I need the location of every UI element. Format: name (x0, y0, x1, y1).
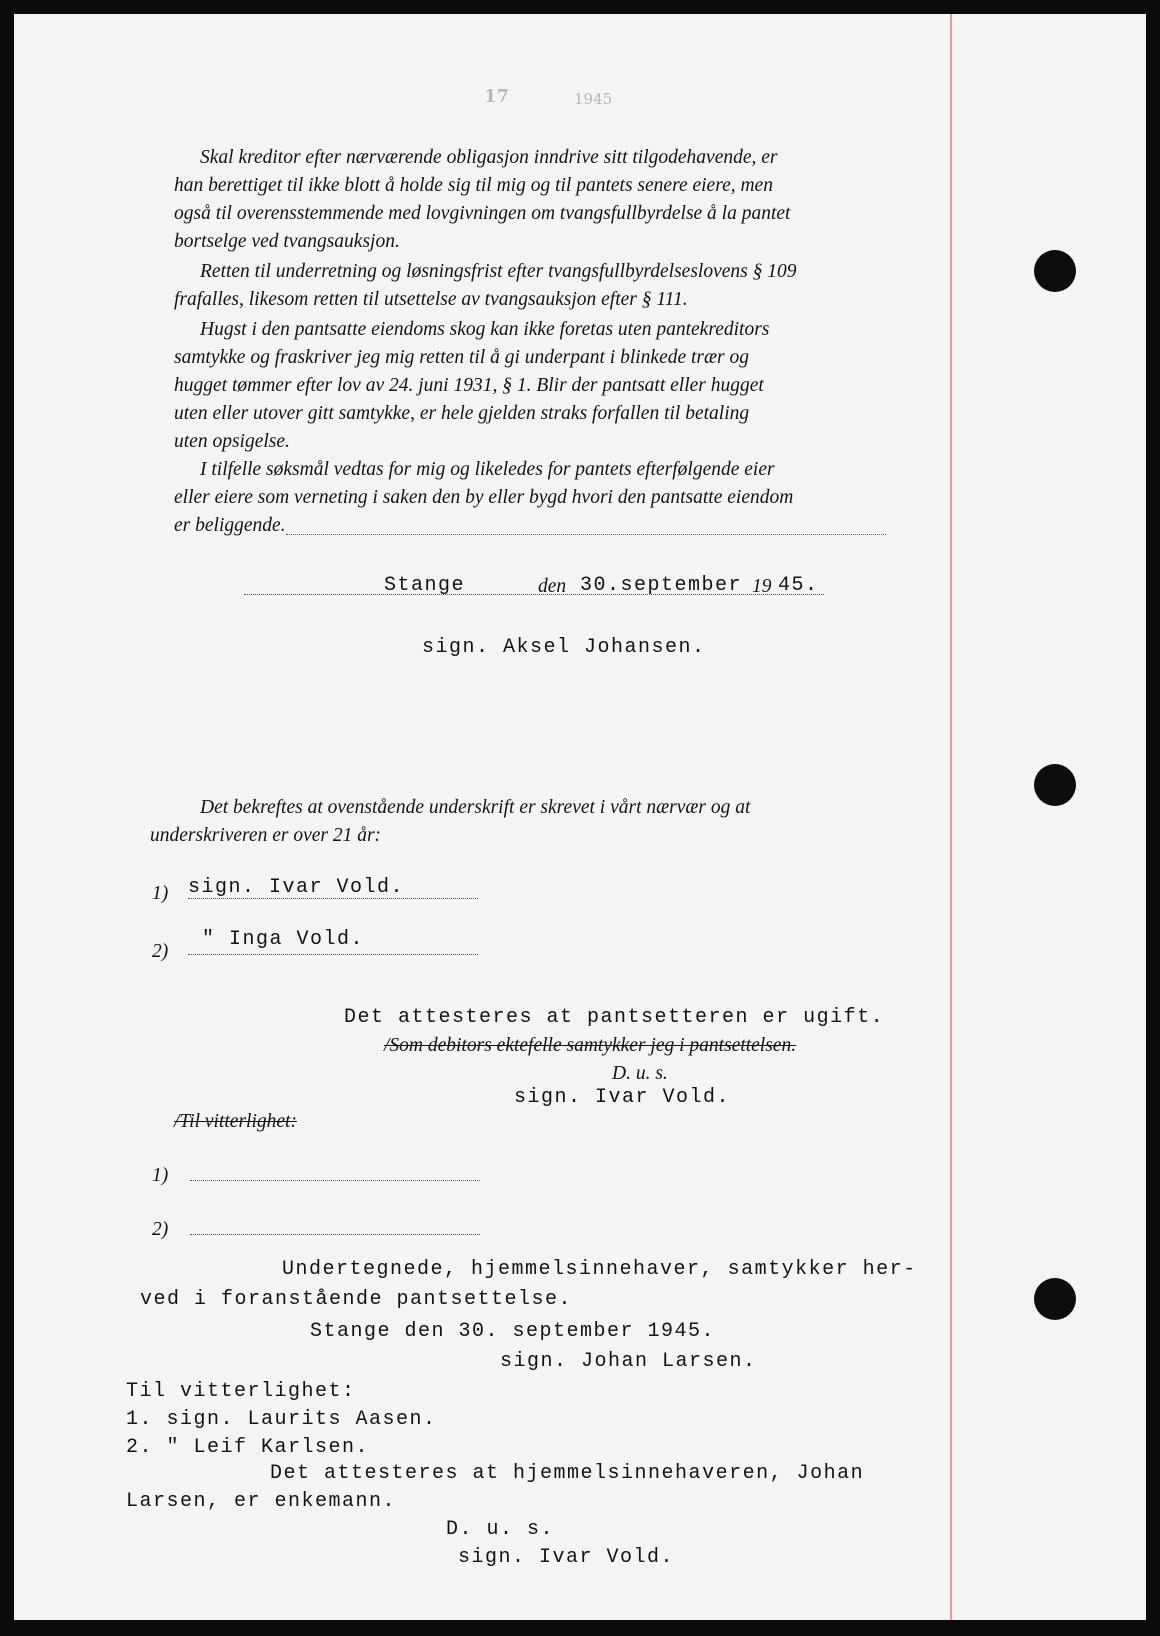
date-year-prefix: 19 (752, 576, 772, 597)
witness-number: 2) (152, 941, 169, 962)
consent-date: Stange den 30. september 1945. (310, 1320, 716, 1343)
body-line: frafalles, likesom retten til utsettelse av tvangsauksjon efter § 111. (174, 289, 688, 310)
faint-stamp-mark: 17 (484, 86, 510, 107)
attest-signature: sign. Ivar Vold. (514, 1086, 731, 1109)
body-line: hugget tømmer efter lov av 24. juni 1931, § 1. Blir der pantsatt eller hugget (174, 375, 764, 396)
date-day-month: 30.september (580, 574, 743, 597)
body-line: bortselge ved tvangsauksjon. (174, 231, 400, 252)
witness-line (188, 898, 478, 899)
attest-line: Det attesteres at hjemmelsinnehaveren, Johan (270, 1462, 865, 1485)
witness-intro-line: underskriveren er over 21 år: (150, 825, 382, 846)
body-line: samtykke og fraskriver jeg mig retten til å gi underpant i blinkede trær og (174, 347, 749, 368)
date-place: Stange (384, 574, 466, 597)
body-line: er beliggende. (174, 515, 286, 536)
body-line: uten opsigelse. (174, 431, 290, 452)
date-year-suffix: 45. (778, 574, 819, 597)
consent-line: Undertegnede, hjemmelsinnehaver, samtykker her- (282, 1258, 917, 1281)
body-line: Retten til underretning og løsningsfrist efter tvangsfullbyrdelseslovens § 109 (200, 261, 797, 282)
document-page (14, 14, 1146, 1620)
body-line: også til overensstemmende med lovgivningen om tvangsfullbyrdelse å la pantet (174, 203, 791, 224)
final-witness-line: 2. " Leif Karlsen. (126, 1436, 370, 1459)
blank-witness-number: 1) (152, 1165, 169, 1186)
body-line: uten eller utover gitt samtykke, er hele gjelden straks forfallen til betaling (174, 403, 750, 424)
struck-spouse-consent: /Som debitors ektefelle samtykker jeg i pantsettelsen. (384, 1035, 797, 1056)
witness-intro-line: Det bekreftes at ovenstående underskrift er skrevet i vårt nærvær og at (200, 797, 751, 818)
signature-debtor: sign. Aksel Johansen. (422, 636, 706, 659)
final-witness-line: 1. sign. Laurits Aasen. (126, 1408, 437, 1431)
punch-hole (1034, 1278, 1076, 1320)
witness-signature: " Inga Vold. (202, 928, 365, 951)
witness-signature: sign. Ivar Vold. (188, 876, 405, 899)
witness-line (188, 954, 478, 955)
consent-signature: sign. Johan Larsen. (500, 1350, 757, 1373)
final-witness-heading: Til vitterlighet: (126, 1380, 356, 1403)
witness-number: 1) (152, 883, 169, 904)
fill-line (286, 534, 886, 535)
body-line: I tilfelle søksmål vedtas for mig og likeledes for pantets efterfølgende eier (200, 459, 775, 480)
body-line: eller eiere som verneting i saken den by eller bygd hvori den pantsatte eiendom (174, 487, 794, 508)
body-line: Skal kreditor efter nærværende obligasjon inndrive sitt tilgodehavende, er (200, 147, 778, 168)
blank-witness-number: 2) (152, 1219, 169, 1240)
body-line: han berettiget til ikke blott å holde sig til mig og til pantets senere eiere, men (174, 175, 773, 196)
attest-signature: sign. Ivar Vold. (458, 1546, 675, 1569)
attest-dus: D. u. s. (612, 1063, 668, 1084)
attest-line: Det attesteres at pantsetteren er ugift. (344, 1006, 885, 1029)
date-den: den (538, 576, 567, 597)
attest-dus: D. u. s. (446, 1518, 555, 1541)
blank-witness-line (190, 1180, 480, 1181)
struck-til-vitterlighet: /Til vitterlighet: (174, 1111, 297, 1132)
faint-stamp-text: 1945 (574, 90, 613, 108)
blank-witness-line (190, 1234, 480, 1235)
punch-hole (1034, 764, 1076, 806)
attest-line: Larsen, er enkemann. (126, 1490, 397, 1513)
margin-rule (950, 14, 952, 1620)
body-line: Hugst i den pantsatte eiendoms skog kan ikke foretas uten pantekreditors (200, 319, 770, 340)
punch-hole (1034, 250, 1076, 292)
consent-line: ved i foranstående pantsettelse. (140, 1288, 573, 1311)
